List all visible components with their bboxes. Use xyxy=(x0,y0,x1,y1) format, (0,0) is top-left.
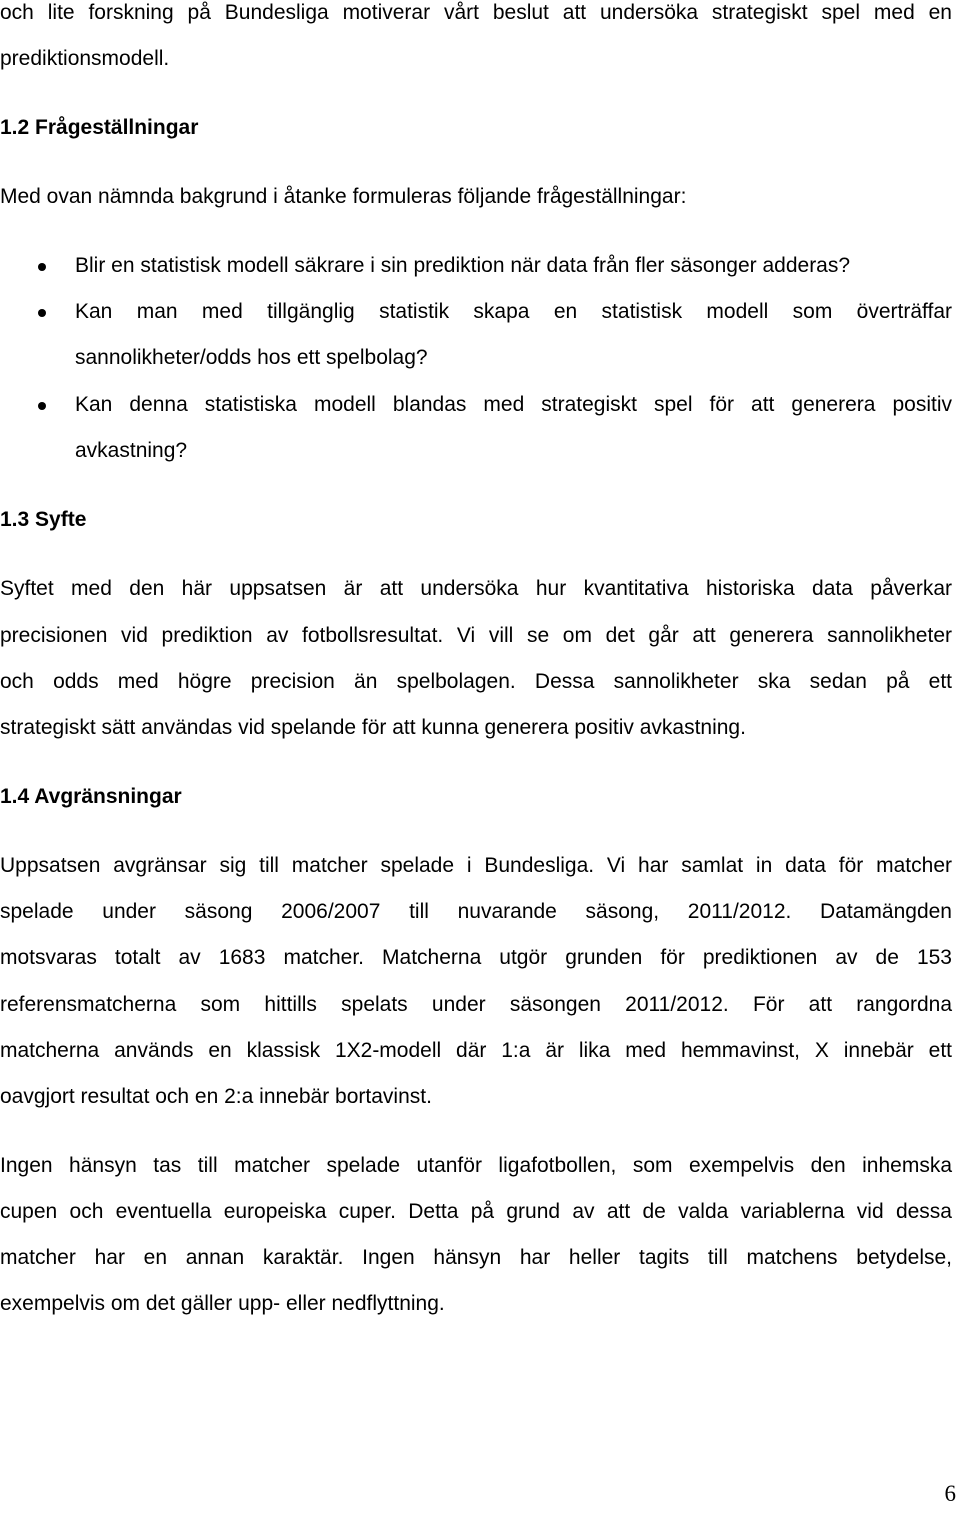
paragraph-line: cupen och eventuella europeiska cuper. Detta på grund av att de valda variablerna vid dessa xyxy=(0,1200,952,1223)
bullet-item-line: Kan man med tillgänglig statistik skapa en statistisk modell som överträffar xyxy=(75,300,952,323)
bullet-item-line: Blir en statistisk modell säkrare i sin prediktion när data från fler säsonger adderas? xyxy=(75,254,851,277)
paragraph-line: spelade under säsong 2006/2007 till nuvarande säsong, 2011/2012. Datamängden xyxy=(0,900,952,923)
paragraph-line: matcherna används en klassisk 1X2-modell där 1:a är lika med hemmavinst, X innebär ett xyxy=(0,1039,952,1062)
paragraph-line: Syftet med den här uppsatsen är att undersöka hur kvantitativa historiska data påverkar xyxy=(0,577,952,600)
bullet-icon xyxy=(38,402,46,410)
bullet-item-line: Kan denna statistiska modell blandas med strategiskt spel för att generera positiv xyxy=(75,393,952,416)
paragraph-line: motsvaras totalt av 1683 matcher. Matcherna utgör grunden för prediktionen av de 153 xyxy=(0,946,952,969)
paragraph-line: matcher har en annan karaktär. Ingen hänsyn har heller tagits till matchens betydelse, xyxy=(0,1246,952,1269)
bullet-item-line: sannolikheter/odds hos ett spelbolag? xyxy=(75,346,428,369)
section-heading-avgransningar: 1.4 Avgränsningar xyxy=(0,785,182,808)
intro-line: prediktionsmodell. xyxy=(0,47,170,70)
section-heading-syfte: 1.3 Syfte xyxy=(0,508,87,531)
paragraph-line: strategiskt sätt användas vid spelande för att kunna generera positiv avkastning. xyxy=(0,716,746,739)
bullet-item-line: avkastning? xyxy=(75,439,188,462)
section-intro-line: Med ovan nämnda bakgrund i åtanke formuleras följande frågeställningar: xyxy=(0,185,687,208)
paragraph-line: referensmatcherna som hittills spelats under säsongen 2011/2012. För att rangordna xyxy=(0,993,952,1016)
section-heading-fragestallningar: 1.2 Frågeställningar xyxy=(0,116,199,139)
paragraph-line: exempelvis om det gäller upp- eller nedflyttning. xyxy=(0,1292,445,1315)
page-number: 6 xyxy=(944,1481,956,1506)
paragraph-line: oavgjort resultat och en 2:a innebär bortavinst. xyxy=(0,1085,432,1108)
paragraph-line: precisionen vid prediktion av fotbollsresultat. Vi vill se om det går att generera sannolikheter xyxy=(0,624,952,647)
paragraph-line: Uppsatsen avgränsar sig till matcher spelade i Bundesliga. Vi har samlat in data för matcher xyxy=(0,854,952,877)
bullet-icon xyxy=(38,263,46,271)
paragraph-line: Ingen hänsyn tas till matcher spelade utanför ligafotbollen, som exempelvis den inhemska xyxy=(0,1154,952,1177)
paragraph-line: och odds med högre precision än spelbolagen. Dessa sannolikheter ska sedan på ett xyxy=(0,670,952,693)
intro-line: och lite forskning på Bundesliga motiverar vårt beslut att undersöka strategiskt spel med en xyxy=(0,1,952,24)
bullet-icon xyxy=(38,309,46,317)
